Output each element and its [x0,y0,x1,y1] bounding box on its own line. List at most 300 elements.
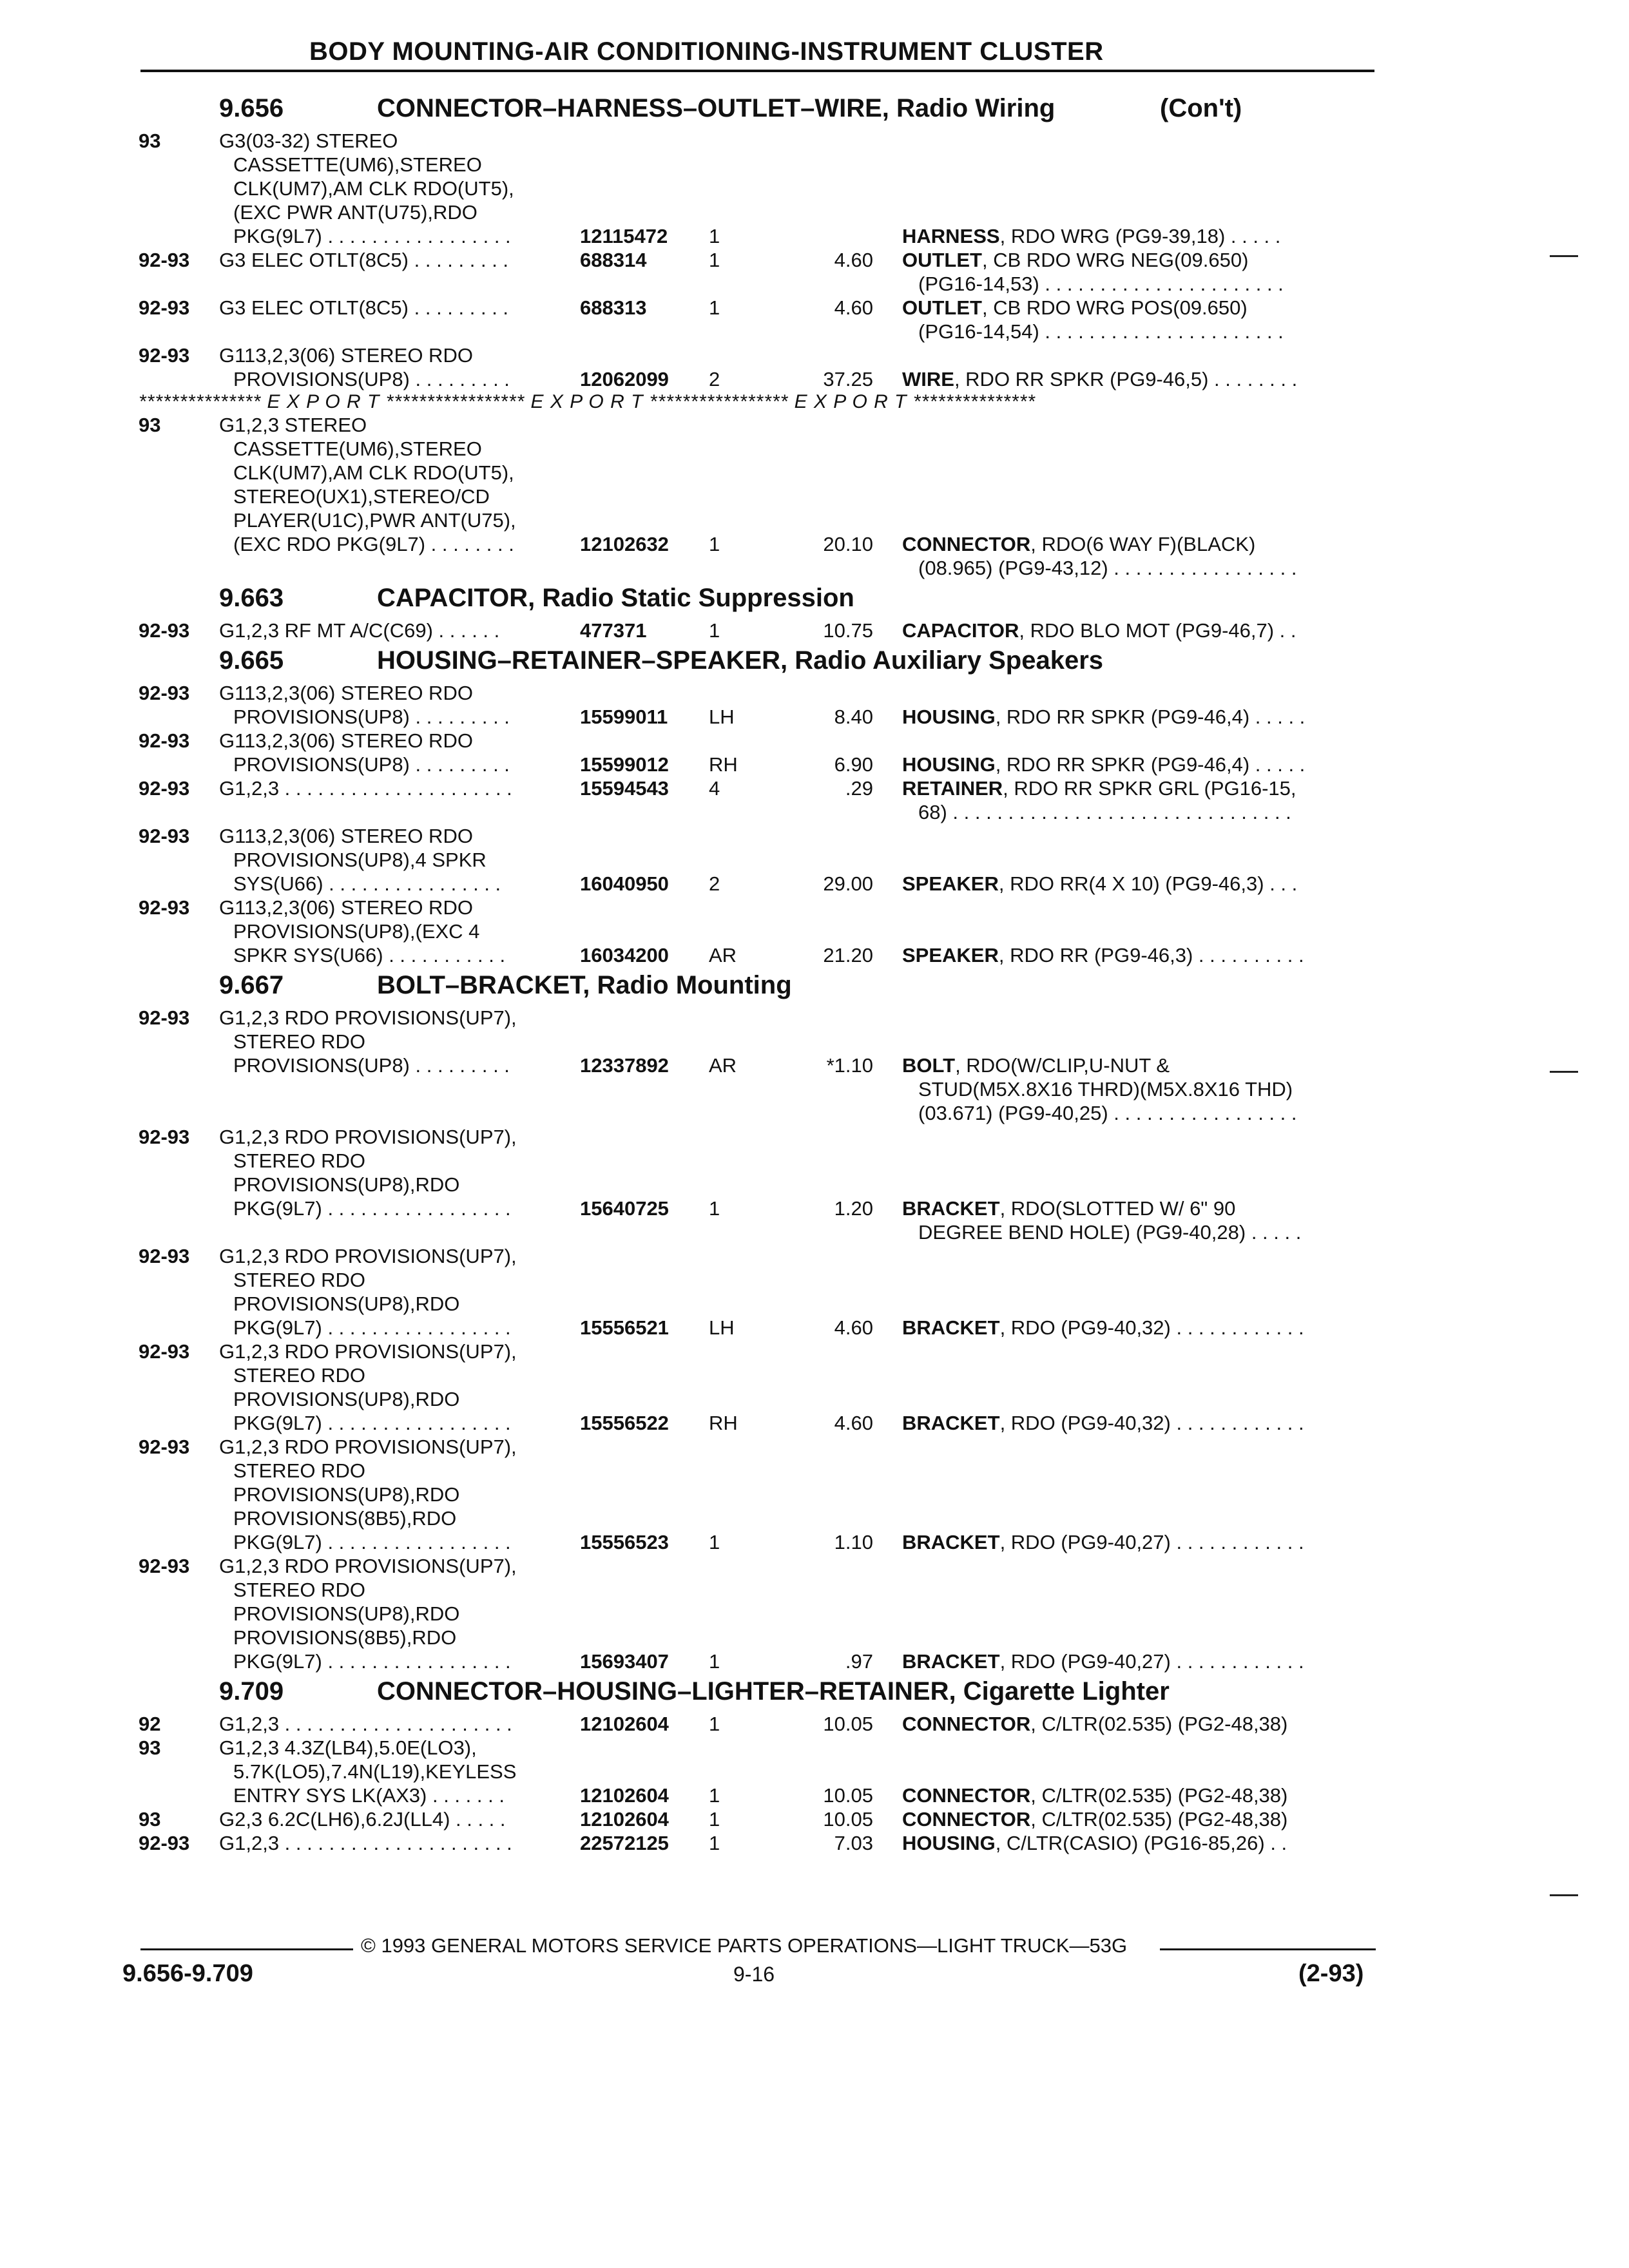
application-description: CLK(UM7),AM CLK RDO(UT5), [233,461,514,484]
footer-rule [140,1948,353,1950]
price: 7.03 [834,1832,873,1854]
application-description: PROVISIONS(UP8),(EXC 4 [233,920,480,943]
application-description: PROVISIONS(UP8),RDO [233,1483,460,1506]
price: 10.75 [823,619,873,642]
parts-line [0,224,1629,248]
application-description: G1,2,3 RDO PROVISIONS(UP7), [219,1126,517,1148]
parts-line [0,1244,1629,1268]
model-year: 92-93 [139,619,190,642]
application-description: PROVISIONS(UP8) . . . . . . . . . [233,753,510,776]
part-number: 22572125 [580,1832,669,1854]
application-description: STEREO RDO [233,1149,365,1172]
part-name: BRACKET [902,1316,1000,1339]
part-description [902,224,1280,248]
quantity: 1 [709,1832,720,1854]
model-year: 92-93 [139,344,190,367]
section-subtitle: , Radio Auxiliary Speakers [780,646,1104,675]
parts-line [0,1459,1629,1483]
parts-line [0,1006,1629,1030]
part-detail: , C/LTR(02.535) (PG2-48,38) [1030,1808,1288,1831]
section-name: CONNECTOR–HOUSING–LIGHTER–RETAINER [377,1677,949,1706]
part-description [902,296,1248,320]
application-description: G1,2,3 . . . . . . . . . . . . . . . . . . . . . [219,1832,512,1854]
application-description: PROVISIONS(UP8) . . . . . . . . . [233,1054,510,1077]
section-subtitle: , Radio Static Suppression [528,584,854,612]
parts-line [0,1340,1629,1363]
part-detail: , C/LTR(02.535) (PG2-48,38) [1030,1784,1288,1807]
parts-line [0,729,1629,753]
application-description: G113,2,3(06) STEREO RDO [219,344,473,367]
description-continuation: (PG16-14,54) . . . . . . . . . . . . . . . . . . . . . . [918,320,1284,343]
parts-line [0,1363,1629,1387]
price: *1.10 [826,1054,873,1077]
section-number: 9.656 [219,94,284,122]
section-heading [377,1677,1170,1706]
part-description [902,872,1297,896]
margin-mark [1550,1071,1578,1073]
section-title [0,94,1629,129]
quantity: 1 [709,1531,720,1553]
part-number: 12102604 [580,1713,669,1735]
parts-line [0,320,1629,343]
export-divider: *************** E X P O R T ***************** E X P O R T ***************** E X P O R T *************** [139,391,1036,412]
price: 1.20 [834,1197,873,1220]
section-name: HOUSING–RETAINER–SPEAKER [377,646,781,675]
part-name: CONNECTOR [902,1784,1031,1807]
parts-line [0,367,1629,391]
application-description: G3 ELEC OTLT(8C5) . . . . . . . . . [219,296,509,319]
part-name: CONNECTOR [902,1713,1031,1735]
part-number: 688314 [580,249,647,271]
part-detail: , RDO BLO MOT (PG9-46,7) . . [1019,619,1296,642]
quantity: RH [709,753,738,776]
parts-line [0,681,1629,705]
model-year: 93 [139,130,161,152]
quantity: LH [709,706,735,728]
application-description: STEREO RDO [233,1579,365,1601]
section-name: CONNECTOR–HARNESS–OUTLET–WIRE [377,94,882,122]
part-number: 477371 [580,619,647,642]
section-title [0,646,1629,681]
application-description: G1,2,3 STEREO [219,414,367,436]
quantity: LH [709,1316,735,1339]
part-number: 15599012 [580,753,669,776]
section-title [0,584,1629,619]
parts-line [0,1411,1629,1435]
application-description: PROVISIONS(UP8),RDO [233,1173,460,1196]
model-year: 92-93 [139,1436,190,1458]
application-description: CASSETTE(UM6),STEREO [233,153,482,176]
part-description [902,532,1255,556]
part-name: HARNESS [902,225,1000,247]
parts-line [0,1760,1629,1783]
price: .29 [845,777,873,800]
parts-line [0,943,1629,967]
parts-line [0,800,1629,824]
parts-line [0,1578,1629,1602]
parts-line [0,1101,1629,1125]
price: 8.40 [834,706,873,728]
parts-line [0,1483,1629,1506]
part-description [902,1196,1235,1220]
parts-line [0,129,1629,153]
section-heading [377,646,1103,675]
price: 4.60 [834,1412,873,1434]
model-year: 92-93 [139,1832,190,1854]
margin-mark [1550,1894,1578,1896]
part-number: 15556522 [580,1412,669,1434]
model-year: 92-93 [139,1245,190,1267]
part-number: 12115472 [580,225,668,247]
quantity: 2 [709,872,720,895]
part-name: CONNECTOR [902,1808,1031,1831]
part-description [902,1783,1287,1807]
price: 6.90 [834,753,873,776]
parts-line [0,508,1629,532]
part-name: SPEAKER [902,944,999,966]
application-description: G1,2,3 RDO PROVISIONS(UP7), [219,1436,517,1458]
application-description: CASSETTE(UM6),STEREO [233,437,482,460]
description-continuation: (PG16-14,53) . . . . . . . . . . . . . . . . . . . . . . [918,273,1284,295]
part-description [902,1649,1304,1673]
part-number: 12337892 [580,1054,669,1077]
part-detail: , RDO RR (PG9-46,3) . . . . . . . . . . [998,944,1304,966]
footer-rule [1160,1948,1376,1950]
parts-line [0,556,1629,580]
application-description: STEREO RDO [233,1459,365,1482]
application-description: G113,2,3(06) STEREO RDO [219,896,473,919]
part-name: OUTLET [902,249,982,271]
model-year: 92-93 [139,896,190,919]
part-detail: , RDO (PG9-40,27) . . . . . . . . . . . . [999,1531,1304,1553]
quantity: RH [709,1412,738,1434]
part-detail: , CB RDO WRG POS(09.650) [982,296,1248,319]
application-description: G2,3 6.2C(LH6),6.2J(LL4) . . . . . [219,1808,506,1831]
section-subtitle: , Radio Wiring [882,94,1055,122]
application-description: G113,2,3(06) STEREO RDO [219,682,473,704]
footer-copyright: © 1993 GENERAL MOTORS SERVICE PARTS OPERATIONS—LIGHT TRUCK—53G [361,1934,1128,1957]
part-detail: , RDO RR SPKR GRL (PG16-15, [1003,777,1296,800]
part-detail: , RDO(6 WAY F)(BLACK) [1030,533,1256,555]
parts-line [0,1530,1629,1554]
quantity: 1 [709,1650,720,1673]
part-description [902,1831,1287,1855]
parts-line [0,1077,1629,1101]
parts-line [0,1220,1629,1244]
application-description: PROVISIONS(UP8) . . . . . . . . . [233,368,510,390]
parts-line [0,1173,1629,1196]
model-year: 92-93 [139,825,190,847]
application-description: G1,2,3 RDO PROVISIONS(UP7), [219,1245,517,1267]
model-year: 93 [139,1808,161,1831]
part-number: 12102632 [580,533,669,555]
part-name: CAPACITOR [902,619,1019,642]
parts-line [0,896,1629,919]
part-number: 15599011 [580,706,668,728]
model-year: 92-93 [139,729,190,752]
section-number: 9.667 [219,971,284,999]
quantity: 1 [709,619,720,642]
application-description: (EXC RDO PKG(9L7) . . . . . . . . [233,533,514,555]
part-number: 15556523 [580,1531,669,1553]
application-description: PROVISIONS(UP8) . . . . . . . . . [233,706,510,728]
parts-line [0,1268,1629,1292]
model-year: 92-93 [139,296,190,319]
part-detail: , C/LTR(02.535) (PG2-48,38) [1030,1713,1288,1735]
application-description: STEREO RDO [233,1364,365,1387]
part-number: 12062099 [580,368,669,390]
application-description: PKG(9L7) . . . . . . . . . . . . . . . . . [233,1650,511,1673]
parts-line [0,848,1629,872]
application-description: PROVISIONS(UP8),RDO [233,1388,460,1410]
application-description: PROVISIONS(8B5),RDO [233,1507,457,1530]
application-description: G113,2,3(06) STEREO RDO [219,729,473,752]
quantity: AR [709,944,737,966]
parts-line [0,296,1629,320]
part-name: BRACKET [902,1412,1000,1434]
parts-line [0,1712,1629,1736]
part-detail: , CB RDO WRG NEG(09.650) [982,249,1249,271]
part-description [902,1807,1287,1831]
parts-line [0,872,1629,896]
part-number: 15693407 [580,1650,669,1673]
part-name: HOUSING [902,753,996,776]
section-number: 9.665 [219,646,284,675]
application-description: PLAYER(U1C),PWR ANT(U75), [233,509,516,532]
application-description: PKG(9L7) . . . . . . . . . . . . . . . . . [233,1412,511,1434]
section-subtitle: , Radio Mounting [583,971,792,999]
parts-line [0,1316,1629,1340]
part-detail: , RDO (PG9-40,27) . . . . . . . . . . . . [999,1650,1304,1673]
application-description: 5.7K(LO5),7.4N(L19),KEYLESS [233,1760,517,1783]
application-description: PKG(9L7) . . . . . . . . . . . . . . . . . [233,225,511,247]
parts-line [0,532,1629,556]
parts-line [0,1736,1629,1760]
part-number: 16034200 [580,944,669,966]
part-description [902,248,1248,272]
quantity: 1 [709,296,720,319]
model-year: 92-93 [139,1006,190,1029]
description-continuation: STUD(M5X.8X16 THRD)(M5X.8X16 THD) [918,1078,1293,1100]
parts-line [0,153,1629,177]
description-continuation: 68) . . . . . . . . . . . . . . . . . . . . . . . . . . . . . . . [918,801,1291,823]
parts-line [0,1387,1629,1411]
part-description [902,1712,1287,1736]
parts-line [0,413,1629,437]
part-description [902,1530,1304,1554]
part-number: 12102604 [580,1808,669,1831]
revision-date: (2-93) [1298,1960,1364,1987]
part-detail: , RDO WRG (PG9-39,18) . . . . . [999,225,1281,247]
part-number: 12102604 [580,1784,669,1807]
quantity: 1 [709,1808,720,1831]
application-description: STEREO RDO [233,1030,365,1053]
parts-line [0,200,1629,224]
part-detail: , RDO(SLOTTED W/ 6" 90 [999,1197,1236,1220]
part-detail: , RDO RR SPKR (PG9-46,4) . . . . . [995,706,1306,728]
section-heading [377,971,792,1000]
application-description: PKG(9L7) . . . . . . . . . . . . . . . . . [233,1316,511,1339]
price: 4.60 [834,296,873,319]
model-year: 92-93 [139,1555,190,1577]
part-description [902,753,1305,776]
section-number: 9.709 [219,1677,284,1706]
section-title [0,1677,1629,1712]
parts-line [0,1783,1629,1807]
part-name: HOUSING [902,1832,996,1854]
parts-line [0,485,1629,508]
part-description [902,1316,1304,1340]
part-detail: , RDO (PG9-40,32) . . . . . . . . . . . . [999,1412,1304,1434]
parts-line [0,1831,1629,1855]
parts-line [0,1602,1629,1626]
parts-line [0,1649,1629,1673]
application-description: PROVISIONS(UP8),RDO [233,1293,460,1315]
parts-line [0,1506,1629,1530]
price: 10.05 [823,1808,873,1831]
parts-line [0,1626,1629,1649]
price: 20.10 [823,533,873,555]
model-year: 93 [139,1736,161,1759]
application-description: STEREO RDO [233,1269,365,1291]
part-description [902,367,1297,391]
part-detail: , C/LTR(CASIO) (PG16-85,26) . . [995,1832,1287,1854]
part-name: OUTLET [902,296,982,319]
quantity: 1 [709,225,720,247]
application-description: G113,2,3(06) STEREO RDO [219,825,473,847]
parts-line [0,1030,1629,1053]
application-description: G1,2,3 4.3Z(LB4),5.0E(LO3), [219,1736,477,1759]
price: 10.05 [823,1713,873,1735]
description-continuation: (03.671) (PG9-40,25) . . . . . . . . . . . . . . . . . [918,1102,1297,1124]
part-description [902,943,1304,967]
application-description: STEREO(UX1),STEREO/CD [233,485,490,508]
application-description: G3 ELEC OTLT(8C5) . . . . . . . . . [219,249,509,271]
part-description [902,1053,1170,1077]
parts-line [0,619,1629,642]
quantity: 2 [709,368,720,390]
application-description: G1,2,3 . . . . . . . . . . . . . . . . . . . . . [219,777,512,800]
section-number: 9.663 [219,584,284,612]
parts-line [0,824,1629,848]
part-name: SPEAKER [902,872,999,895]
part-name: HOUSING [902,706,996,728]
parts-catalog [0,90,1629,1855]
parts-line [0,343,1629,367]
quantity: 1 [709,1784,720,1807]
quantity: 4 [709,777,720,800]
application-description: PKG(9L7) . . . . . . . . . . . . . . . . . [233,1531,511,1553]
model-year: 92-93 [139,1340,190,1363]
application-description: G1,2,3 RDO PROVISIONS(UP7), [219,1340,517,1363]
part-name: BRACKET [902,1531,1000,1553]
part-name: BRACKET [902,1650,1000,1673]
part-name: BOLT [902,1054,956,1077]
parts-line [0,461,1629,485]
model-year: 92 [139,1713,161,1735]
model-year: 92-93 [139,777,190,800]
application-description: G1,2,3 RDO PROVISIONS(UP7), [219,1006,517,1029]
quantity: 1 [709,249,720,271]
model-year: 93 [139,414,161,436]
section-name: BOLT–BRACKET [377,971,583,999]
price: 1.10 [834,1531,873,1553]
part-description [902,619,1296,642]
part-detail: , RDO RR(4 X 10) (PG9-46,3) . . . [998,872,1298,895]
part-number: 15556521 [580,1316,669,1339]
margin-mark [1550,255,1578,257]
parts-line [0,776,1629,800]
application-description: G1,2,3 RF MT A/C(C69) . . . . . . [219,619,500,642]
application-description: ENTRY SYS LK(AX3) . . . . . . . [233,1784,505,1807]
section-heading [377,94,1055,123]
price: .97 [845,1650,873,1673]
footer-section-range: 9.656-9.709 [122,1960,253,1987]
application-description: SYS(U66) . . . . . . . . . . . . . . . . [233,872,501,895]
model-year: 92-93 [139,249,190,271]
application-description: CLK(UM7),AM CLK RDO(UT5), [233,177,514,200]
part-name: BRACKET [902,1197,1000,1220]
application-description: PROVISIONS(UP8),RDO [233,1602,460,1625]
part-detail: , RDO RR SPKR (PG9-46,5) . . . . . . . . [954,368,1298,390]
model-year: 92-93 [139,682,190,704]
parts-line [0,1292,1629,1316]
parts-line [0,248,1629,272]
description-continuation: DEGREE BEND HOLE) (PG9-40,28) . . . . . [918,1221,1302,1244]
parts-line [0,919,1629,943]
quantity: 1 [709,1713,720,1735]
application-description: PROVISIONS(UP8),4 SPKR [233,849,487,871]
page-number: 9-16 [733,1963,775,1986]
part-number: 16040950 [580,872,669,895]
section-name: CAPACITOR [377,584,528,612]
part-number: 15594543 [580,777,669,800]
description-continuation: (08.965) (PG9-43,12) . . . . . . . . . . . . . . . . . [918,557,1297,579]
parts-line [0,753,1629,776]
parts-line [0,705,1629,729]
quantity: 1 [709,533,720,555]
parts-line [0,1435,1629,1459]
header-rule [140,70,1374,72]
parts-line [0,1149,1629,1173]
part-number: 15640725 [580,1197,669,1220]
parts-line [0,437,1629,461]
quantity: AR [709,1054,737,1077]
price: 21.20 [823,944,873,966]
price: 37.25 [823,368,873,390]
part-number: 688313 [580,296,647,319]
part-description [902,705,1305,729]
part-description [902,1411,1304,1435]
section-title [0,971,1629,1006]
page-title: BODY MOUNTING-AIR CONDITIONING-INSTRUMENT CLUSTER [309,37,1104,66]
parts-line [0,1554,1629,1578]
application-description: G1,2,3 RDO PROVISIONS(UP7), [219,1555,517,1577]
part-description [902,776,1296,800]
parts-line [0,1807,1629,1831]
application-description: PROVISIONS(8B5),RDO [233,1626,457,1649]
part-name: CONNECTOR [902,533,1031,555]
parts-line [0,177,1629,200]
section-subtitle: , Cigarette Lighter [949,1677,1170,1706]
part-detail: , RDO(W/CLIP,U-NUT & [955,1054,1170,1077]
parts-line [0,1125,1629,1149]
application-description: G3(03-32) STEREO [219,130,398,152]
price: 29.00 [823,872,873,895]
application-description: G1,2,3 . . . . . . . . . . . . . . . . . . . . . [219,1713,512,1735]
application-description: SPKR SYS(U66) . . . . . . . . . . . [233,944,506,966]
parts-line [0,1196,1629,1220]
